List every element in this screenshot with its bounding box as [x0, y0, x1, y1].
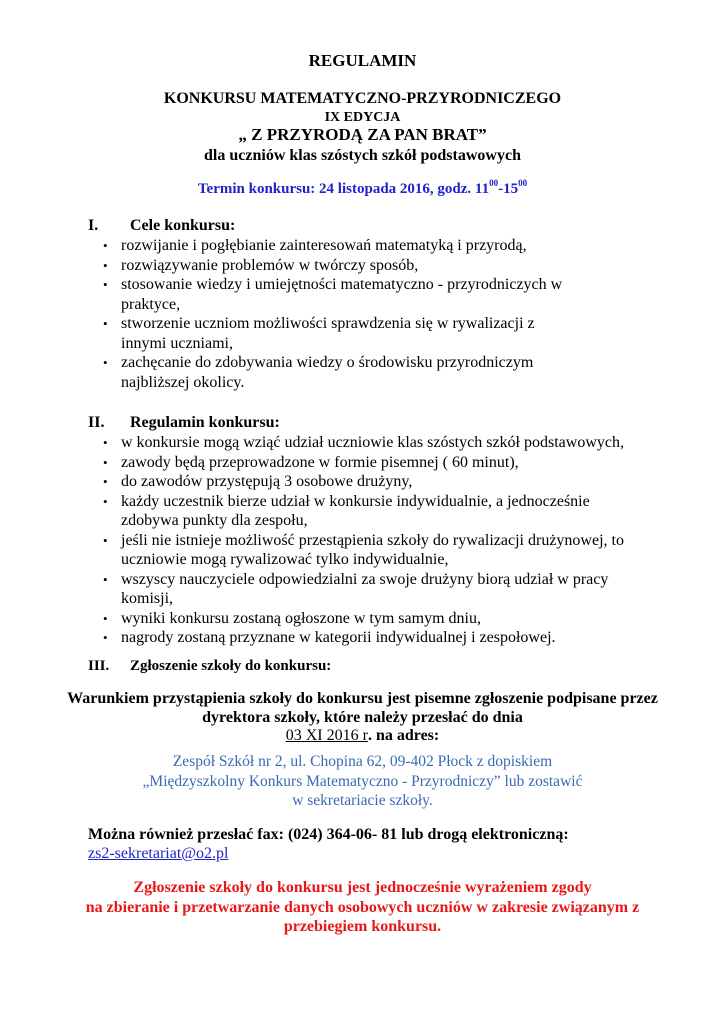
list-item: • zachęcanie do zdobywania wiedzy o środowisku przyrodniczym najbliższej okolicy.: [105, 353, 575, 392]
list-item: • wszyscy nauczyciele odpowiedzialni za swoje drużyny biorą udział w pracy komisji,: [105, 570, 645, 609]
list-item: • stworzenie uczniom możliwości sprawdzenia się w rywalizacji z innymi uczniami,: [105, 314, 575, 353]
term-end-minutes: 00: [518, 178, 528, 188]
condition-line: dyrektora szkoły, które należy przesłać do dnia: [202, 708, 523, 726]
list-item: • zawody będą przeprowadzone w formie pisemnej ( 60 minut),: [105, 453, 645, 473]
school-address: [0, 752, 725, 811]
list-item: • każdy uczestnik bierze udział w konkursie indywidualnie, a jednocześnie zdobywa punkty dla zespołu,: [105, 492, 645, 531]
section-goals-heading: [88, 217, 235, 235]
term-text: Termin konkursu: 24 listopada 2016, godz. 11: [197, 181, 490, 197]
deadline-line: [0, 727, 725, 746]
registration-condition: [0, 690, 725, 746]
contest-motto: „ Z PRZYRODĄ ZA PAN BRAT”: [238, 125, 487, 144]
list-item: • wyniki konkursu zostaną ogłoszone w tym samym dniu,: [105, 609, 645, 629]
list-item: • rozwijanie i pogłębianie zainteresowań matematyką i przyrodą,: [105, 236, 575, 256]
section-rules-heading: [88, 414, 280, 432]
list-item: • rozwiązywanie problemów w twórczy sposób,: [105, 256, 575, 276]
term-start-minutes: 00: [489, 178, 499, 188]
notice-line: przebiegiem konkursu.: [283, 918, 442, 935]
edition-label: IX EDYCJA: [324, 110, 401, 125]
rules-list: [105, 433, 645, 648]
list-item: • w konkursie mogą wziąć udział uczniowie klas szóstych szkół podstawowych,: [105, 433, 645, 453]
section-registration-heading: [88, 658, 331, 675]
fax-contact: Można również przesłać fax: (024) 364-06- 81 lub drogą elektroniczną:: [88, 826, 569, 843]
address-line: w sekretariacie szkoły.: [292, 792, 433, 809]
section-title: Cele konkursu:: [130, 217, 236, 234]
condition-line: Warunkiem przystąpienia szkoły do konkursu jest pisemne zgłoszenie podpisane przez: [67, 690, 658, 707]
contest-term: [0, 178, 725, 198]
deadline-date: 03 XI 2016 r: [285, 727, 368, 744]
section-number: III.: [88, 658, 110, 674]
address-line: „Międzyszkolny Konkurs Matematyczno - Przyrodniczy” lub zostawić: [142, 772, 583, 790]
list-item: • stosowanie wiedzy i umiejętności matematyczno - przyrodniczych w praktyce,: [105, 275, 575, 314]
address-line: Zespół Szkół nr 2, ul. Chopina 62, 09-402 Płock z dopiskiem: [172, 753, 553, 770]
target-audience: dla uczniów klas szóstych szkół podstawowych: [204, 147, 521, 164]
list-item: • do zawodów przystępują 3 osobowe drużyny,: [105, 472, 645, 492]
list-item: • nagrody zostaną przyznane w kategorii indywidualnej i zespołowej.: [105, 628, 645, 648]
section-number: II.: [88, 414, 105, 431]
document-title: REGULAMIN: [308, 51, 417, 70]
term-end-hour: -15: [498, 181, 519, 197]
section-title: Regulamin konkursu:: [130, 414, 280, 431]
deadline-suffix: . na adres:: [367, 727, 440, 744]
section-title: Zgłoszenie szkoły do konkursu:: [130, 658, 332, 674]
contest-name: KONKURSU MATEMATYCZNO-PRZYRODNICZEGO: [163, 90, 562, 107]
consent-notice: [0, 878, 725, 937]
notice-line: Zgłoszenie szkoły do konkursu jest jednocześnie wyrażeniem zgody: [133, 879, 592, 896]
section-number: I.: [88, 217, 99, 234]
list-item: • jeśli nie istnieje możliwość przestąpienia szkoły do rywalizacji drużynowej, to uczniowie mogą rywalizować tylko indywidualnie,: [105, 531, 645, 570]
notice-line: na zbieranie i przetwarzanie danych osobowych uczniów w zakresie związanym z: [85, 898, 640, 916]
goals-list: [105, 236, 575, 392]
email-link[interactable]: zs2-sekretariat@o2.pl: [88, 845, 229, 862]
